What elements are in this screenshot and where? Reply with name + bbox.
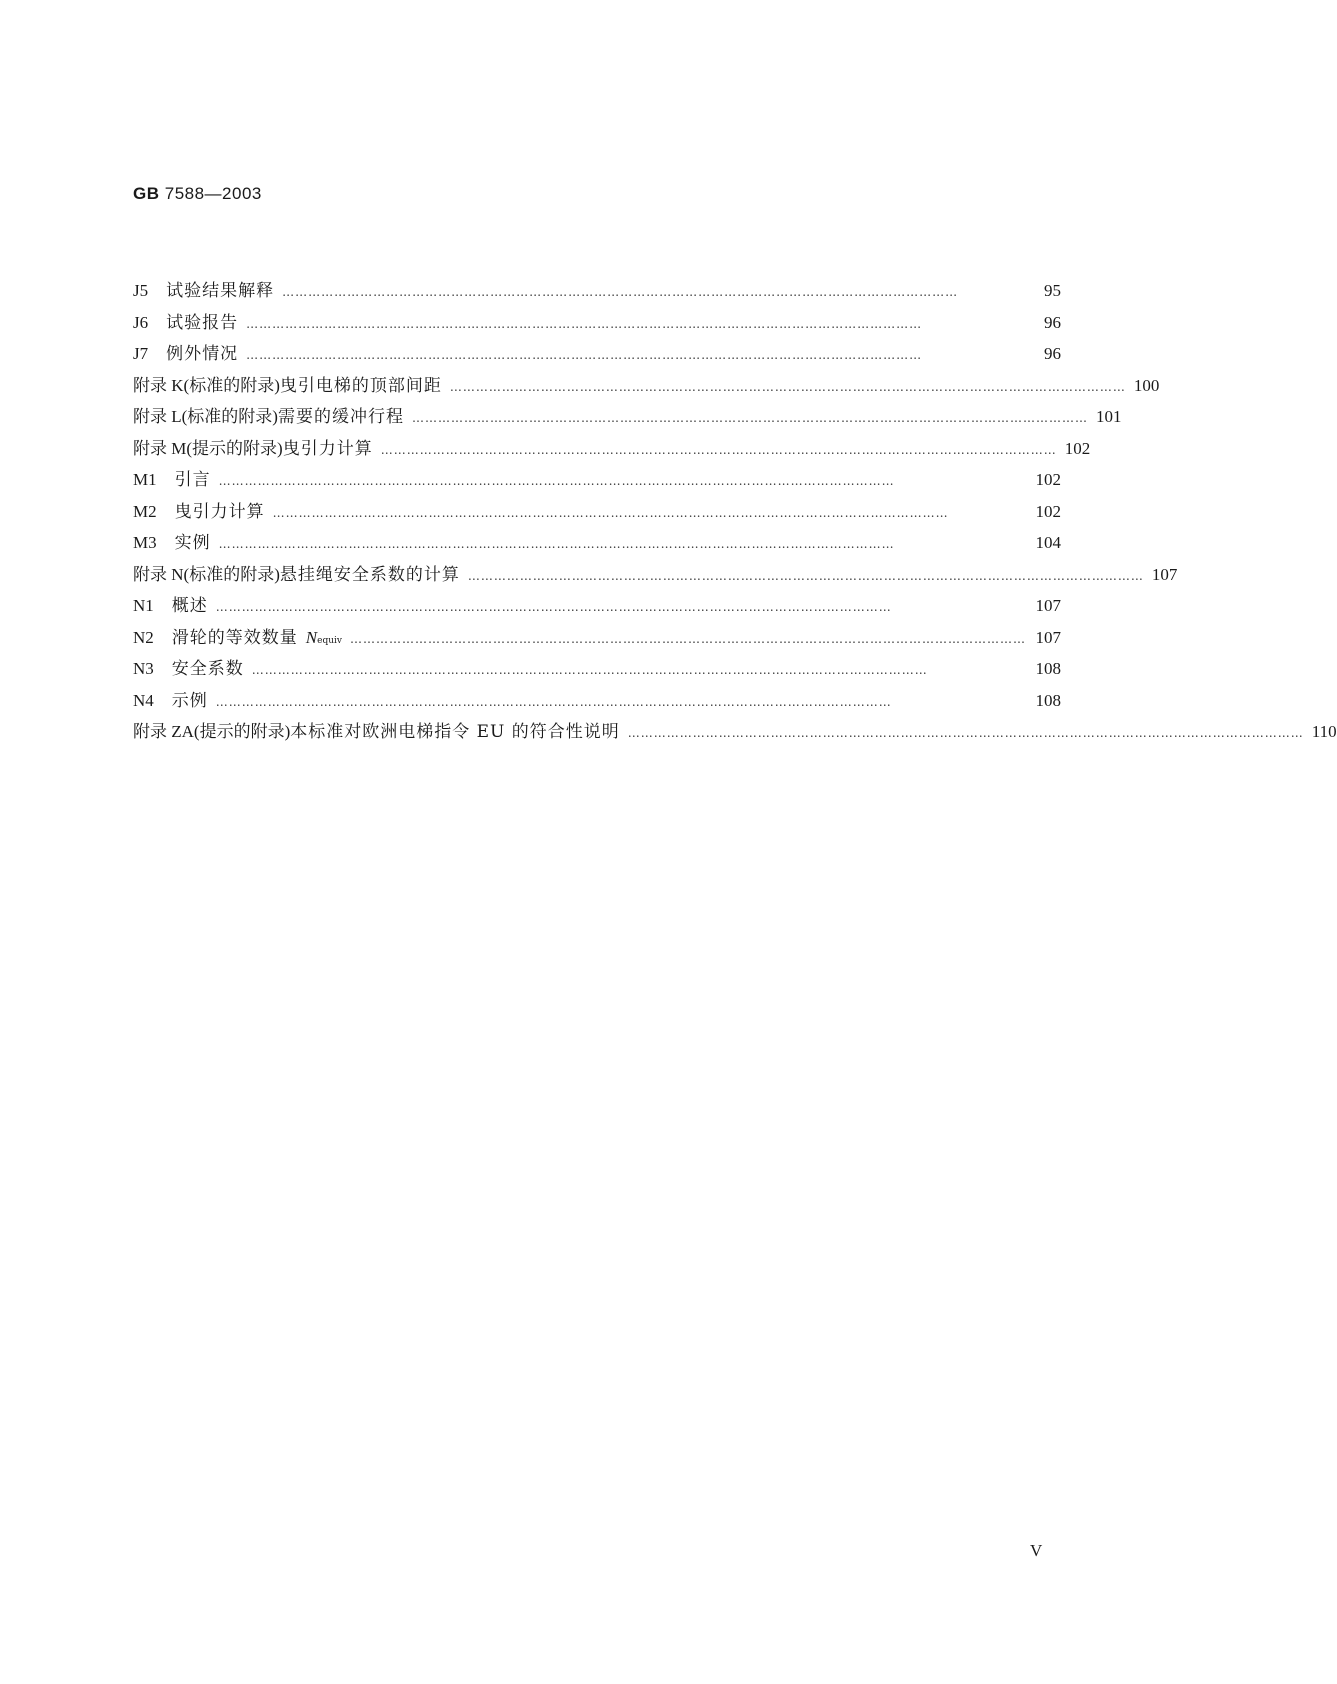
- toc-entry-n3[interactable]: [133, 654, 1061, 686]
- toc-entry-page: 102: [1035, 501, 1061, 521]
- toc-entry-title: 需要的缓冲行程: [277, 407, 404, 427]
- equiv-subscript: equiv: [317, 635, 342, 646]
- toc-entry-title: 曳引力计算: [282, 438, 373, 459]
- toc-entry-title: 悬挂绳安全系数的计算: [279, 564, 460, 585]
- toc-entry-number: N4: [133, 690, 154, 710]
- toc-entry-annex-m[interactable]: [133, 434, 1091, 466]
- toc-entry-page: 108: [1035, 659, 1061, 678]
- toc-entry-annex-n[interactable]: [133, 560, 1178, 592]
- toc-entry-j5[interactable]: [133, 276, 1061, 308]
- toc-entry-number: 附录 K(标准的附录): [133, 375, 280, 395]
- toc-entry-number: N2: [133, 627, 154, 647]
- dot-leader: …………………………………………………………………………………………………………………………………………: [215, 600, 892, 614]
- equiv-symbol: N: [305, 627, 318, 647]
- dot-leader: …………………………………………………………………………………………………………………………………………: [467, 568, 1144, 583]
- toc-entry-title: 例外情况: [166, 344, 239, 364]
- toc-entry-title: 试验报告: [166, 312, 239, 333]
- toc-entry-number: N3: [133, 659, 154, 678]
- toc-entry-title: 引言: [174, 470, 211, 490]
- toc-entry-number: M3: [133, 533, 157, 552]
- standard-number: 7588—2003: [164, 184, 262, 203]
- toc-entry-number: 附录 M(提示的附录): [133, 438, 283, 458]
- toc-entry-number: 附录 N(标准的附录): [133, 564, 280, 584]
- toc-entry-page: 96: [1044, 312, 1061, 332]
- toc-entry-number: M1: [133, 470, 157, 489]
- toc-entry-number: J5: [133, 281, 149, 300]
- toc-entry-number: 附录 ZA(提示的附录): [133, 722, 291, 741]
- toc-entry-page: 102: [1064, 438, 1091, 458]
- toc-entry-m3[interactable]: [133, 528, 1061, 560]
- toc-entry-page: 107: [1035, 596, 1061, 615]
- toc-entry-j7[interactable]: [133, 339, 1061, 371]
- dot-leader: …………………………………………………………………………………………………………………………………………: [218, 537, 895, 551]
- toc-entry-page: 95: [1044, 281, 1061, 300]
- toc-entry-number: N1: [133, 596, 154, 615]
- standard-code: GB: [133, 184, 160, 203]
- dot-leader: …………………………………………………………………………………………………………………………………………: [218, 474, 895, 488]
- toc-entry-page: 104: [1035, 533, 1061, 552]
- toc-entry-title: 实例: [174, 533, 211, 553]
- toc-entry-title: 安全系数: [171, 659, 244, 679]
- dot-leader: …………………………………………………………………………………………………………………………………………: [251, 663, 928, 677]
- toc-entry-n2[interactable]: [133, 623, 1061, 655]
- toc-entry-page: 101: [1095, 407, 1122, 426]
- dot-leader: …………………………………………………………………………………………………………………………………………: [411, 411, 1088, 425]
- dot-leader: …………………………………………………………………………………………………………………………………………: [272, 505, 949, 520]
- dot-leader: …………………………………………………………………………………………………………………………………………: [246, 316, 923, 331]
- toc-entry-n1[interactable]: [133, 591, 1061, 623]
- toc-entry-annex-k[interactable]: [133, 371, 1160, 403]
- toc-entry-number: J7: [133, 344, 149, 363]
- toc-entry-number: J6: [133, 312, 149, 332]
- toc-entry-title: 曳引力计算: [174, 501, 265, 522]
- toc-entry-m1[interactable]: [133, 465, 1061, 497]
- toc-entry-number: 附录 L(标准的附录): [133, 407, 278, 426]
- toc-entry-annex-za[interactable]: [133, 717, 1337, 749]
- dot-leader: …………………………………………………………………………………………………………………………………………: [282, 285, 959, 299]
- document-header: [133, 184, 262, 204]
- toc-entry-title: 概述: [171, 596, 208, 616]
- toc-entry-page: 96: [1044, 344, 1061, 363]
- dot-leader: …………………………………………………………………………………………………………………………………………: [380, 442, 1057, 457]
- dot-leader: …………………………………………………………………………………………………………………………………………: [349, 631, 1026, 646]
- toc-entry-title: 曳引电梯的顶部间距: [279, 375, 442, 396]
- toc-entry-title: 示例: [171, 690, 208, 711]
- toc-entry-page: 100: [1133, 375, 1160, 395]
- toc-entry-page: 107: [1151, 564, 1178, 584]
- toc-entry-number: M2: [133, 501, 157, 521]
- dot-leader: …………………………………………………………………………………………………………………………………………: [449, 379, 1126, 394]
- toc-entry-j6[interactable]: [133, 308, 1061, 340]
- toc-entry-title: 试验结果解释: [166, 281, 275, 301]
- toc-entry-page: 107: [1035, 627, 1061, 647]
- dot-leader: …………………………………………………………………………………………………………………………………………: [215, 694, 892, 709]
- table-of-contents: [133, 276, 1337, 749]
- toc-entry-title: 滑轮的等效数量: [171, 627, 298, 648]
- toc-entry-page: 110: [1311, 722, 1337, 741]
- dot-leader: …………………………………………………………………………………………………………………………………………: [246, 348, 923, 362]
- toc-entry-page: 108: [1035, 690, 1061, 710]
- toc-entry-annex-l[interactable]: [133, 402, 1122, 434]
- toc-entry-n4[interactable]: [133, 686, 1061, 718]
- page-number: V: [1030, 1541, 1043, 1560]
- toc-entry-m2[interactable]: [133, 497, 1061, 529]
- toc-entry-title: 本标准对欧洲电梯指令 EU 的符合性说明: [290, 722, 620, 742]
- toc-entry-page: 102: [1035, 470, 1061, 489]
- dot-leader: …………………………………………………………………………………………………………………………………………: [627, 726, 1304, 740]
